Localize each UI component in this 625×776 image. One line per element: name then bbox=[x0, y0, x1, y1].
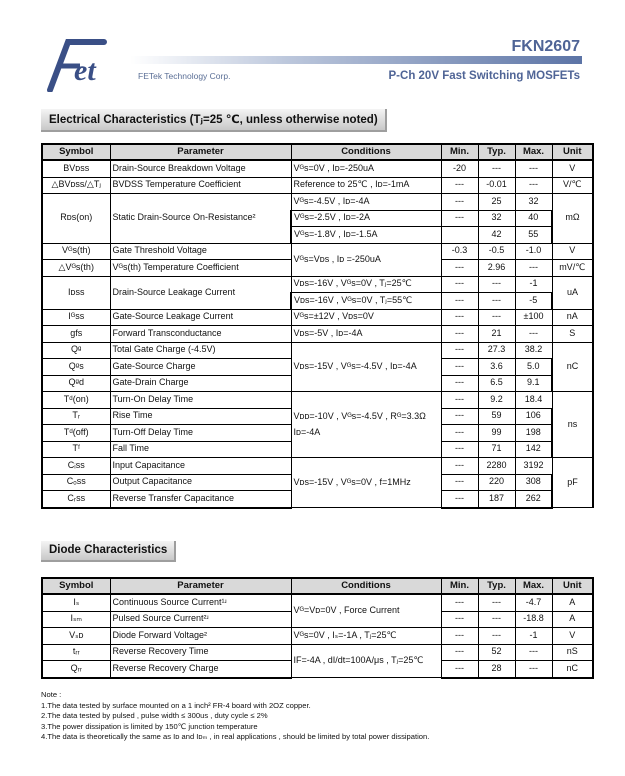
typ-cell: 187 bbox=[478, 491, 515, 508]
min-cell: --- bbox=[441, 458, 478, 475]
max-cell: --- bbox=[515, 160, 552, 177]
max-cell: 262 bbox=[515, 491, 552, 508]
max-cell: --- bbox=[515, 260, 552, 277]
conditions-cell: Vᴳs=-2.5V , Iᴅ=-2A bbox=[291, 210, 441, 227]
parameter-cell: Fall Time bbox=[110, 441, 291, 458]
max-cell: 40 bbox=[515, 210, 552, 227]
min-cell: --- bbox=[441, 408, 478, 425]
note-heading: Note : bbox=[41, 690, 62, 699]
parameter-cell: Drain-Source Breakdown Voltage bbox=[110, 160, 291, 177]
symbol-cell: Vᴳs(th) bbox=[42, 243, 110, 260]
conditions-line: Vᴅᴅ=-10V , Vᴳs=-4.5V , Rᴳ=3.3Ω bbox=[293, 410, 426, 421]
conditions-cell: Vᴳs=-1.8V , Iᴅ=-1.5A bbox=[291, 227, 441, 244]
parameter-cell: Continuous Source Current¹ʴ bbox=[110, 594, 291, 611]
max-cell: -1.0 bbox=[515, 243, 552, 260]
max-cell: -4.7 bbox=[515, 594, 552, 611]
header-max: Max. bbox=[515, 578, 552, 594]
symbol-cell: Cₒss bbox=[42, 474, 110, 491]
header-gradient-bar bbox=[130, 56, 582, 64]
svg-text:et: et bbox=[74, 54, 96, 87]
max-cell: --- bbox=[515, 644, 552, 661]
table-row bbox=[42, 177, 593, 194]
max-cell: -1 bbox=[515, 276, 552, 293]
typ-cell: 28 bbox=[478, 661, 515, 678]
max-cell: 308 bbox=[515, 474, 552, 491]
header-min: Min. bbox=[441, 578, 478, 594]
conditions-cell: Vᴳs=Vᴅs , Iᴅ =-250uA bbox=[291, 243, 441, 276]
conditions-cell: Vᴳs=0V , Iₛ=-1A , Tⱼ=25℃ bbox=[291, 628, 441, 645]
parameter-cell: Forward Transconductance bbox=[110, 326, 291, 343]
parameter-cell: Turn-Off Delay Time bbox=[110, 425, 291, 442]
parameter-cell: Input Capacitance bbox=[110, 458, 291, 475]
parameter-cell: Drain-Source Leakage Current bbox=[110, 276, 291, 309]
symbol-cell: Tᵈ(on) bbox=[42, 392, 110, 409]
symbol-cell: △BVᴅss/△Tⱼ bbox=[42, 177, 110, 194]
unit-cell: nA bbox=[552, 309, 593, 326]
min-cell: --- bbox=[441, 293, 478, 310]
min-cell: --- bbox=[441, 342, 478, 359]
max-cell: -5 bbox=[515, 293, 552, 310]
conditions-cell: Vᴳs=±12V , Vᴅs=0V bbox=[291, 309, 441, 326]
typ-cell: 2.96 bbox=[478, 260, 515, 277]
min-cell: --- bbox=[441, 177, 478, 194]
max-cell: 3192 bbox=[515, 458, 552, 475]
parameter-cell: Vᴳs(th) Temperature Coefficient bbox=[110, 260, 291, 277]
typ-cell: 25 bbox=[478, 194, 515, 211]
typ-cell: 27.3 bbox=[478, 342, 515, 359]
max-cell: --- bbox=[515, 326, 552, 343]
table-row bbox=[42, 458, 593, 475]
min-cell: --- bbox=[441, 611, 478, 628]
conditions-cell: Vᴅs=-16V , Vᴳs=0V , Tⱼ=55℃ bbox=[291, 293, 441, 310]
min-cell: --- bbox=[441, 326, 478, 343]
unit-cell: A bbox=[552, 594, 593, 611]
symbol-cell: Qᵍ bbox=[42, 342, 110, 359]
max-cell: 5.0 bbox=[515, 359, 552, 376]
header-unit: Unit bbox=[552, 578, 593, 594]
header-unit: Unit bbox=[552, 144, 593, 160]
unit-cell: A bbox=[552, 611, 593, 628]
symbol-cell: Cᵣss bbox=[42, 491, 110, 508]
max-cell: --- bbox=[515, 661, 552, 678]
max-cell: 142 bbox=[515, 441, 552, 458]
table-header-row bbox=[42, 578, 593, 594]
symbol-cell: Qᵍs bbox=[42, 359, 110, 376]
typ-cell: --- bbox=[478, 276, 515, 293]
max-cell: -1 bbox=[515, 628, 552, 645]
parameter-cell: BVDSS Temperature Coefficient bbox=[110, 177, 291, 194]
typ-cell: 9.2 bbox=[478, 392, 515, 409]
min-cell: -20 bbox=[441, 160, 478, 177]
table-header-row bbox=[42, 144, 593, 160]
note-item: 3.The power dissipation is limited by 150℃ junction temperature bbox=[41, 721, 258, 731]
conditions-cell: Vᴳs=-4.5V , Iᴅ=-4A bbox=[291, 194, 441, 211]
symbol-cell: Cᵢss bbox=[42, 458, 110, 475]
parameter-cell: Reverse Recovery Time bbox=[110, 644, 291, 661]
electrical-table bbox=[41, 143, 594, 509]
header-conditions: Conditions bbox=[291, 144, 441, 160]
electrical-section-title: Electrical Characteristics (Tⱼ=25 ℃, unless otherwise noted) bbox=[41, 109, 387, 132]
typ-cell: -0.01 bbox=[478, 177, 515, 194]
min-cell: --- bbox=[441, 309, 478, 326]
unit-cell: nS bbox=[552, 644, 593, 661]
company-name: FETek Technology Corp. bbox=[138, 71, 231, 81]
min-cell: --- bbox=[441, 628, 478, 645]
unit-cell: nC bbox=[552, 661, 593, 678]
typ-cell: --- bbox=[478, 293, 515, 310]
note-item: 2.The data tested by pulsed , pulse width ≤ 300us , duty cycle ≤ 2% bbox=[41, 711, 268, 721]
typ-cell: --- bbox=[478, 309, 515, 326]
table-row bbox=[42, 342, 593, 359]
parameter-cell: Total Gate Charge (-4.5V) bbox=[110, 342, 291, 359]
unit-cell: ns bbox=[552, 392, 593, 458]
header-parameter: Parameter bbox=[110, 578, 291, 594]
conditions-cell: IF=-4A , dI/dt=100A/μs , Tⱼ=25℃ bbox=[291, 644, 441, 678]
symbol-cell: Rᴅs(on) bbox=[42, 194, 110, 244]
typ-cell: 3.6 bbox=[478, 359, 515, 376]
header-typ: Typ. bbox=[478, 578, 515, 594]
min-cell bbox=[441, 227, 478, 244]
min-cell: --- bbox=[441, 441, 478, 458]
parameter-cell: Pulsed Source Current²ʴ bbox=[110, 611, 291, 628]
typ-cell: 2280 bbox=[478, 458, 515, 475]
header-conditions: Conditions bbox=[291, 578, 441, 594]
max-cell: 55 bbox=[515, 227, 552, 244]
typ-cell: 220 bbox=[478, 474, 515, 491]
symbol-cell: Qᵍd bbox=[42, 375, 110, 392]
typ-cell: 59 bbox=[478, 408, 515, 425]
typ-cell: --- bbox=[478, 160, 515, 177]
min-cell: -0.3 bbox=[441, 243, 478, 260]
max-cell: 38.2 bbox=[515, 342, 552, 359]
conditions-cell: Vᴅs=-5V , Iᴅ=-4A bbox=[291, 326, 441, 343]
symbol-cell: gfs bbox=[42, 326, 110, 343]
conditions-cell: Reference to 25℃ , Iᴅ=-1mA bbox=[291, 177, 441, 194]
conditions-line: Iᴅ=-4A bbox=[293, 426, 321, 437]
max-cell: 18.4 bbox=[515, 392, 552, 409]
max-cell: ±100 bbox=[515, 309, 552, 326]
table-row bbox=[42, 594, 593, 611]
table-row bbox=[42, 628, 593, 645]
table-row bbox=[42, 276, 593, 293]
conditions-cell: Vᴳs=0V , Iᴅ=-250uA bbox=[291, 160, 441, 177]
symbol-cell: Iᴅss bbox=[42, 276, 110, 309]
unit-cell: V bbox=[552, 160, 593, 177]
note-item: 4.The data is theoretically the same as Iᴅ and Iᴅₘ , in real applications , should be limited by total power dissipation. bbox=[41, 732, 430, 742]
table-row bbox=[42, 392, 593, 409]
diode-section-title: Diode Characteristics bbox=[41, 541, 176, 562]
max-cell: 106 bbox=[515, 408, 552, 425]
parameter-cell: Turn-On Delay Time bbox=[110, 392, 291, 409]
header-parameter: Parameter bbox=[110, 144, 291, 160]
unit-cell: V bbox=[552, 628, 593, 645]
parameter-cell: Gate Threshold Voltage bbox=[110, 243, 291, 260]
unit-cell: pF bbox=[552, 458, 593, 508]
device-subtitle: P-Ch 20V Fast Switching MOSFETs bbox=[388, 70, 580, 82]
parameter-cell: Gate-Source Leakage Current bbox=[110, 309, 291, 326]
min-cell: --- bbox=[441, 210, 478, 227]
parameter-cell: Diode Forward Voltage² bbox=[110, 628, 291, 645]
typ-cell: 6.5 bbox=[478, 375, 515, 392]
typ-cell: 42 bbox=[478, 227, 515, 244]
symbol-cell: Iₛ bbox=[42, 594, 110, 611]
header-min: Min. bbox=[441, 144, 478, 160]
conditions-cell: Vᴳ=Vᴅ=0V , Force Current bbox=[291, 594, 441, 628]
unit-cell: V/℃ bbox=[552, 177, 593, 194]
symbol-cell: Tᵣ bbox=[42, 408, 110, 425]
min-cell: --- bbox=[441, 644, 478, 661]
typ-cell: 21 bbox=[478, 326, 515, 343]
min-cell: --- bbox=[441, 392, 478, 409]
header-typ: Typ. bbox=[478, 144, 515, 160]
header-symbol: Symbol bbox=[42, 144, 110, 160]
parameter-cell: Rise Time bbox=[110, 408, 291, 425]
unit-cell: nC bbox=[552, 342, 593, 392]
max-cell: 9.1 bbox=[515, 375, 552, 392]
typ-cell: -0.5 bbox=[478, 243, 515, 260]
max-cell: 198 bbox=[515, 425, 552, 442]
parameter-cell: Gate-Source Charge bbox=[110, 359, 291, 376]
min-cell: --- bbox=[441, 194, 478, 211]
header-symbol: Symbol bbox=[42, 578, 110, 594]
typ-cell: --- bbox=[478, 611, 515, 628]
parameter-cell: Gate-Drain Charge bbox=[110, 375, 291, 392]
min-cell: --- bbox=[441, 661, 478, 678]
conditions-cell bbox=[291, 392, 441, 458]
symbol-cell: Qᵣᵣ bbox=[42, 661, 110, 678]
unit-cell: S bbox=[552, 326, 593, 343]
table-row bbox=[42, 194, 593, 211]
min-cell: --- bbox=[441, 474, 478, 491]
typ-cell: 71 bbox=[478, 441, 515, 458]
min-cell: --- bbox=[441, 359, 478, 376]
min-cell: --- bbox=[441, 375, 478, 392]
unit-cell: V bbox=[552, 243, 593, 260]
symbol-cell: Iₛₘ bbox=[42, 611, 110, 628]
min-cell: --- bbox=[441, 491, 478, 508]
min-cell: --- bbox=[441, 260, 478, 277]
header-max: Max. bbox=[515, 144, 552, 160]
parameter-cell: Reverse Transfer Capacitance bbox=[110, 491, 291, 508]
unit-cell: uA bbox=[552, 276, 593, 309]
note-item: 1.The data tested by surface mounted on a 1 inch² FR-4 board with 2OZ copper. bbox=[41, 700, 311, 710]
symbol-cell: Tᵈ(off) bbox=[42, 425, 110, 442]
conditions-cell: Vᴅs=-15V , Vᴳs=-4.5V , Iᴅ=-4A bbox=[291, 342, 441, 392]
symbol-cell: △Vᴳs(th) bbox=[42, 260, 110, 277]
table-row bbox=[42, 243, 593, 260]
table-row bbox=[42, 160, 593, 177]
parameter-cell: Output Capacitance bbox=[110, 474, 291, 491]
notes-section bbox=[41, 690, 429, 743]
conditions-cell: Vᴅs=-16V , Vᴳs=0V , Tⱼ=25℃ bbox=[291, 276, 441, 293]
table-row bbox=[42, 309, 593, 326]
fetek-logo bbox=[44, 36, 124, 92]
parameter-cell: Reverse Recovery Charge bbox=[110, 661, 291, 678]
min-cell: --- bbox=[441, 425, 478, 442]
symbol-cell: Iᴳss bbox=[42, 309, 110, 326]
conditions-cell: Vᴅs=-15V , Vᴳs=0V , f=1MHz bbox=[291, 458, 441, 508]
symbol-cell: tᵣᵣ bbox=[42, 644, 110, 661]
min-cell: --- bbox=[441, 276, 478, 293]
symbol-cell: Vₛᴅ bbox=[42, 628, 110, 645]
unit-cell: mV/℃ bbox=[552, 260, 593, 277]
diode-table bbox=[41, 577, 594, 679]
unit-cell: mΩ bbox=[552, 194, 593, 244]
typ-cell: --- bbox=[478, 594, 515, 611]
typ-cell: 99 bbox=[478, 425, 515, 442]
symbol-cell: BVᴅss bbox=[42, 160, 110, 177]
typ-cell: --- bbox=[478, 628, 515, 645]
symbol-cell: Tᶠ bbox=[42, 441, 110, 458]
max-cell: --- bbox=[515, 177, 552, 194]
table-row bbox=[42, 326, 593, 343]
table-row bbox=[42, 644, 593, 661]
max-cell: 32 bbox=[515, 194, 552, 211]
max-cell: -18.8 bbox=[515, 611, 552, 628]
min-cell: --- bbox=[441, 594, 478, 611]
typ-cell: 32 bbox=[478, 210, 515, 227]
part-number: FKN2607 bbox=[511, 38, 580, 55]
typ-cell: 52 bbox=[478, 644, 515, 661]
parameter-cell: Static Drain-Source On-Resistance² bbox=[110, 194, 291, 244]
